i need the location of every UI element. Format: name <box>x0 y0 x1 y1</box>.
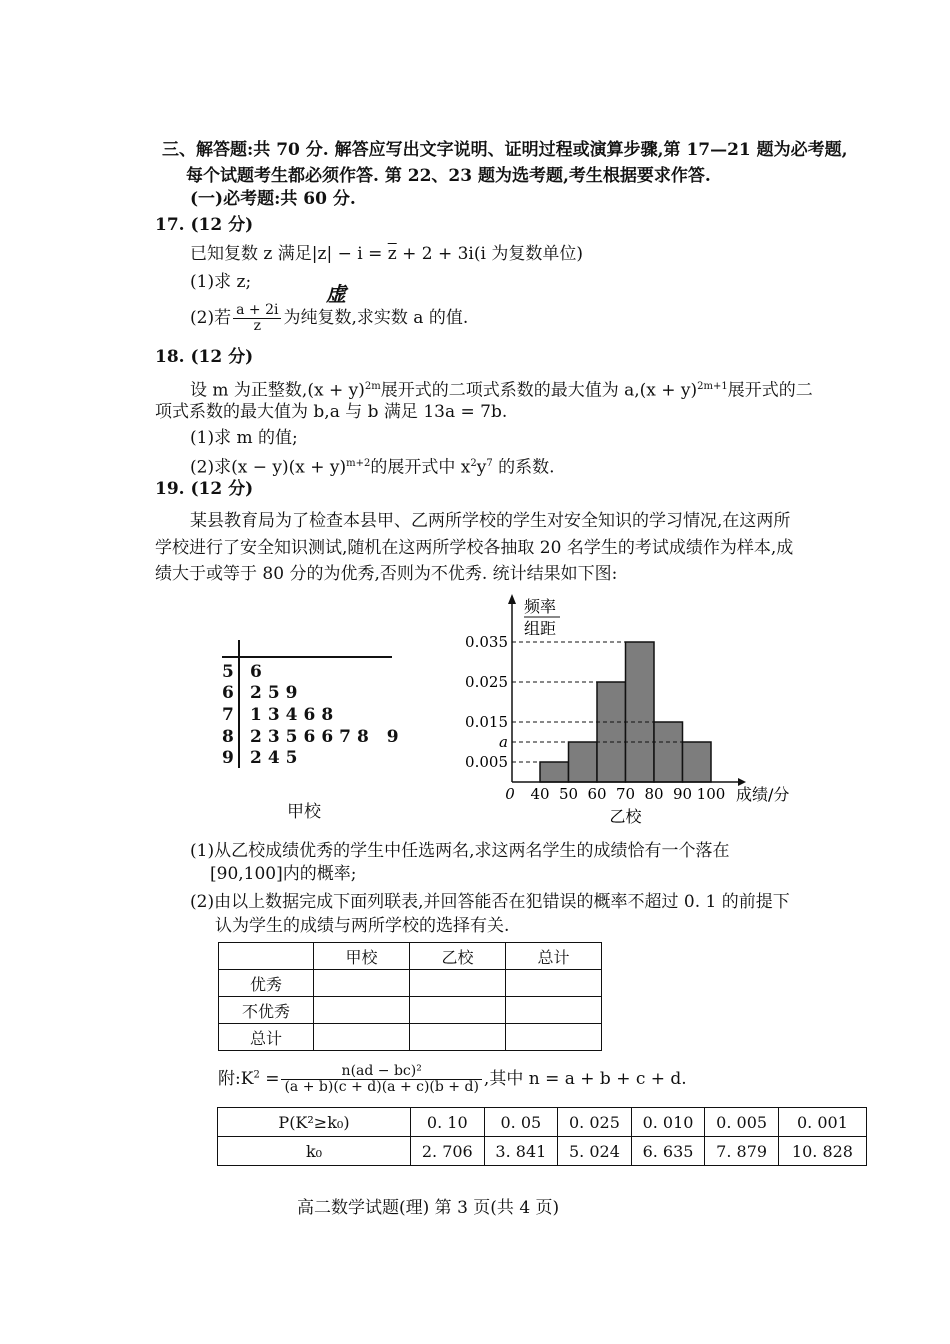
q17-part2: (2)若 $\frac{a + 2i}{z}$ 为纯复数,求实数 a 的值. <box>190 302 469 334</box>
y-axis-label-top: 频率 <box>524 597 557 616</box>
q19-part1-line1: (1)从乙校成绩优秀的学生中任选两名,求这两名学生的成绩恰有一个落在 <box>190 841 730 861</box>
table-row: k₀ 2. 706 3. 841 5. 024 6. 635 7. 879 10. 828 <box>218 1137 867 1166</box>
q19-part1-line2: [90,100]内的概率; <box>210 864 357 884</box>
section-heading-line2: 每个试题考生都必须作答. 第 22、23 题为选考题,考生根据要求作答. <box>186 166 711 186</box>
x-tick-label: 40 <box>530 785 550 803</box>
histogram-bar <box>626 642 655 782</box>
y-tick-label: 0.005 <box>465 753 508 771</box>
table-row: P(K²≥k₀) 0. 10 0. 05 0. 025 0. 010 0. 005 0. 001 <box>218 1108 867 1137</box>
q18-header: 18. (12 分) <box>155 347 254 367</box>
histogram-bar <box>540 762 569 782</box>
stem-leaf-row: 9 245 <box>222 748 304 768</box>
q18-line1: 设 m 为正整数$,(x + y)^{2m}$展开式的二项式系数的最大值为 $a,(x + y)^{2m+1}$展开式的二 <box>190 380 813 401</box>
histogram-bar <box>654 722 683 782</box>
handwritten-annotation: 虚 <box>326 282 346 306</box>
q17-header: 17. (12 分) <box>155 215 254 235</box>
section-heading-line1: 三、解答题:共 70 分. 解答应写出文字说明、证明过程或演算步骤,第 17—21 题为必考题, <box>162 140 848 160</box>
section-heading-line3: (一)必考题:共 60 分. <box>190 189 356 209</box>
contingency-table <box>218 942 602 1051</box>
table-row: 优秀 <box>219 970 602 997</box>
histogram-bar <box>569 742 598 782</box>
q19-part2-line2: 认为学生的成绩与两所学校的选择有关. <box>215 916 510 936</box>
table-row: 不优秀 <box>219 997 602 1024</box>
origin-label: 0 <box>505 785 515 803</box>
q19-line3: 绩大于或等于 80 分的为优秀,否则为不优秀. 统计结果如下图: <box>155 564 618 584</box>
q18-part1: (1)求 m 的值; <box>190 428 298 448</box>
x-axis-label: 成绩/分 <box>736 785 790 804</box>
y-axis-arrow <box>508 594 516 604</box>
table-row: 甲校 乙校 总计 <box>219 943 602 970</box>
table-row: 总计 <box>219 1024 602 1051</box>
y-tick-label: 0.035 <box>465 633 508 651</box>
x-tick-label: 50 <box>558 785 579 803</box>
x-tick-label: 60 <box>587 785 607 803</box>
q19-header: 19. (12 分) <box>155 479 254 499</box>
stem-leaf-row: 5 6 <box>222 662 268 682</box>
stem-leaf-top-rule <box>222 656 392 658</box>
k2-formula: 附$:K^2$ = $\frac{\text{n(ad − bc)²}}{(a + b)(c + d)(a + c)(b + d)}$ ,其中 n = a + b + c + d. <box>218 1063 687 1095</box>
page-footer: 高二数学试题(理) 第 3 页(共 4 页) <box>297 1198 560 1218</box>
critical-value-table <box>217 1107 867 1166</box>
k2-fraction: $\frac{\text{n(ad − bc)²}}{(a + b)(c + d)(a + c)(b + d)}$ <box>281 1064 481 1095</box>
histogram-bar <box>683 742 712 782</box>
histogram-bar <box>597 682 626 782</box>
stem-leaf-row: 6 259 <box>222 683 304 703</box>
x-tick-label: 100 <box>696 785 726 803</box>
stem-leaf-row: 7 13468 <box>222 705 340 725</box>
stem-leaf-row: 8 2356678 9 <box>222 727 405 747</box>
q19-part2-line1: (2)由以上数据完成下面列联表,并回答能否在犯错误的概率不超过 0. 1 的前提下 <box>190 892 790 912</box>
q19-line2: 学校进行了安全知识测试,随机在这两所学校各抽取 20 名学生的考试成绩作为样本,成 <box>155 538 794 558</box>
y-axis-label-bottom: 组距 <box>524 619 557 638</box>
x-tick-label: 90 <box>672 785 693 803</box>
chart-title: 乙校 <box>609 807 642 826</box>
q18-line2: 项式系数的最大值为 b,a 与 b 满足 13a = 7b. <box>155 402 508 422</box>
x-tick-label: 80 <box>644 785 664 803</box>
q17-stem: 已知复数 z 满足$|z| - i = \overline{z} + 2 + 3i(i$ 为复数单位) <box>190 244 583 264</box>
histogram-chart <box>440 590 820 830</box>
q17-part1: (1)求 z; <box>190 272 252 292</box>
q18-part2: (2)求$(x - y)(x + y)^{m+2}$的展开式中 $x^2y^7$ 的系数. <box>190 457 555 478</box>
y-tick-label: 0.015 <box>465 713 508 731</box>
y-tick-label: a <box>499 733 508 751</box>
q17-fraction: $\frac{a + 2i}{z}$ <box>233 303 281 334</box>
x-tick-label: 70 <box>615 785 636 803</box>
y-tick-label: 0.025 <box>465 673 508 691</box>
q19-line1: 某县教育局为了检查本县甲、乙两所学校的学生对安全知识的学习情况,在这两所 <box>190 511 791 531</box>
stem-leaf-caption: 甲校 <box>287 802 321 822</box>
